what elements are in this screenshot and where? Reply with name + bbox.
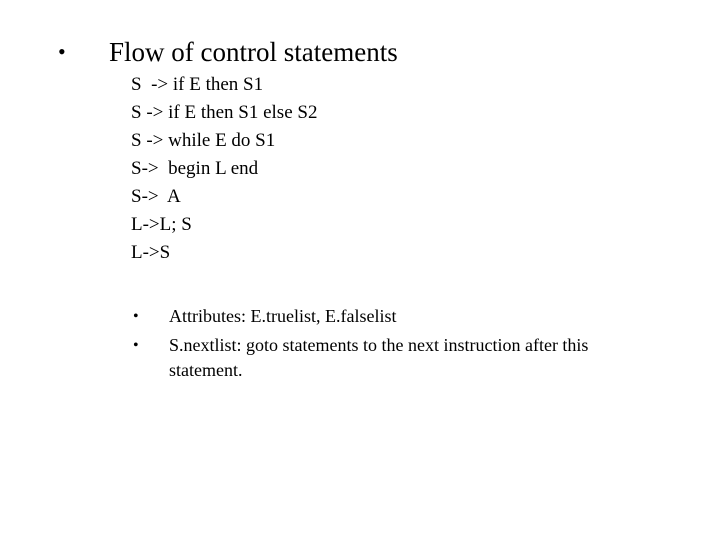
production-line: L->L; S <box>131 214 192 235</box>
bullet-mark: • <box>133 337 139 354</box>
sub-bullet-text: S.nextlist: goto statements to the next instruction after this statement. <box>169 335 589 380</box>
production-line: S -> while E do S1 <box>131 130 276 151</box>
sub-bullet-item <box>131 333 651 383</box>
production-line: S -> if E then S1 <box>131 74 264 95</box>
sub-bullet-list <box>131 304 651 387</box>
production-line: S -> if E then S1 else S2 <box>131 102 318 123</box>
sub-bullet-item <box>131 304 651 329</box>
production-line: S-> begin L end <box>131 158 259 179</box>
production-line: S-> A <box>131 186 181 207</box>
slide-title: Flow of control statements <box>109 37 398 67</box>
bullet-mark: • <box>133 308 139 325</box>
title-row <box>58 34 678 70</box>
grammar-productions <box>131 71 551 267</box>
production-line: L->S <box>131 242 171 263</box>
title-bullet: • <box>58 39 66 64</box>
sub-bullet-text: Attributes: E.truelist, E.falselist <box>169 306 397 326</box>
